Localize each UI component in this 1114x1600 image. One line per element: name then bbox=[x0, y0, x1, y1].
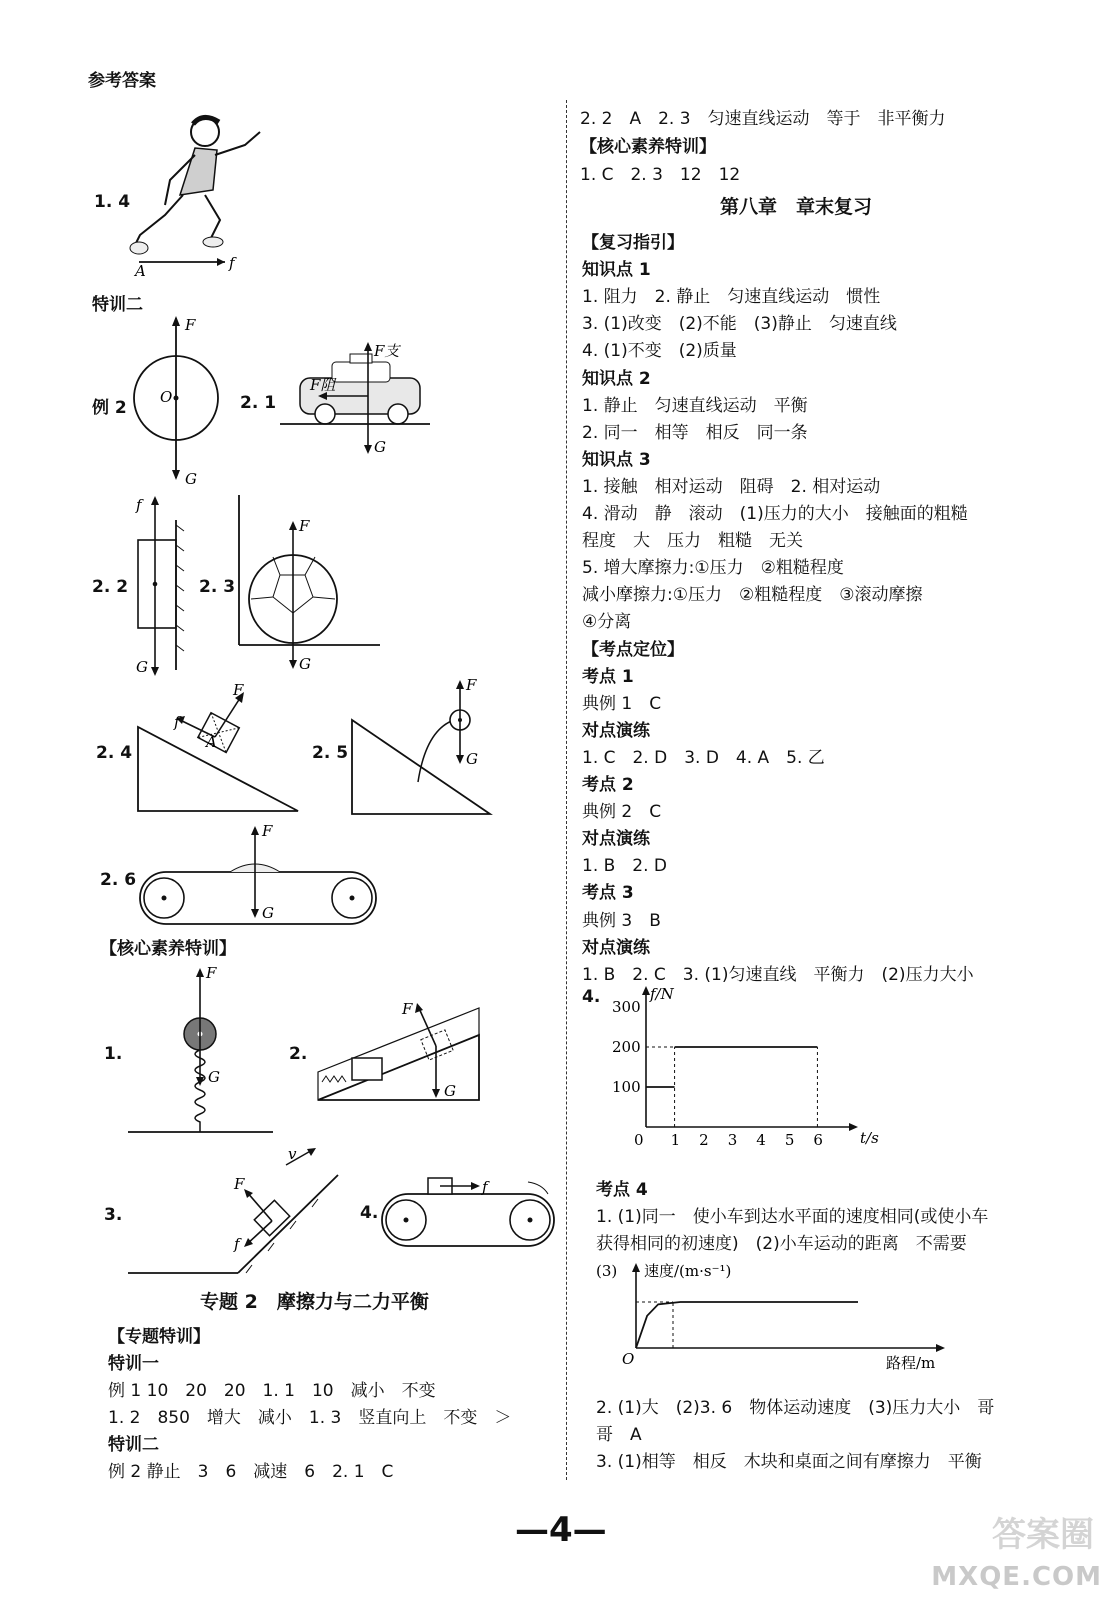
chart-friction-time bbox=[598, 985, 879, 1164]
sd-series-0 bbox=[636, 1302, 858, 1348]
section-title: 专题 2 摩擦力与二力平衡 bbox=[200, 1291, 429, 1313]
center-O: O bbox=[160, 388, 173, 406]
resist-force: F阻 bbox=[310, 376, 336, 394]
chart-speed-distance bbox=[596, 1262, 976, 1386]
text-line: 特训一 bbox=[108, 1354, 159, 1374]
force-F-c3: F bbox=[234, 1175, 245, 1193]
friction-f-24: f bbox=[174, 713, 180, 731]
force-G-25: G bbox=[466, 750, 478, 768]
page-header: 参考答案 bbox=[88, 71, 156, 91]
sd-x-arrow bbox=[936, 1344, 945, 1352]
force-F-25: F bbox=[466, 676, 477, 694]
text-line: 1. B 2. D bbox=[582, 856, 667, 877]
figure-incline-block bbox=[130, 681, 300, 824]
text-line: 考点 1 bbox=[582, 666, 634, 687]
label-core-training: 【核心素养特训】 bbox=[100, 939, 236, 959]
text-line: 对点演练 bbox=[582, 720, 650, 741]
figure-taxi bbox=[280, 340, 440, 464]
x-axis-arrow bbox=[849, 1123, 858, 1131]
figure-conveyor-box bbox=[378, 1170, 558, 1264]
taxi-G: G bbox=[374, 438, 386, 456]
label-2-3: 2. 3 bbox=[199, 577, 236, 597]
force-F-c2: F bbox=[402, 1000, 413, 1018]
text-line: 2. (1)大 (2)3. 6 物体运动速度 (3)压力大小 哥 bbox=[596, 1398, 995, 1418]
y-tick-label: 200 bbox=[612, 1038, 641, 1056]
text-line: 考点 2 bbox=[582, 775, 634, 795]
text-line: 4. 滑动 静 滚动 (1)压力的大小 接触面的粗糙 bbox=[582, 504, 968, 524]
text-line: 1. B 2. C 3. (1)匀速直线 平衡力 (2)压力大小 bbox=[582, 964, 974, 985]
text-line: 1. 静止 匀速直线运动 平衡 bbox=[582, 395, 808, 416]
text-line: 获得相同的初速度) (2)小车运动的距离 不需要 bbox=[596, 1234, 967, 1254]
text-line: 1. 2 850 增大 减小 1. 3 竖直向上 不变 ＞ bbox=[108, 1408, 512, 1428]
text-line: 【复习指引】 bbox=[582, 233, 684, 253]
page-number: —4— bbox=[515, 1510, 607, 1550]
label-2-1: 2. 1 bbox=[240, 393, 277, 413]
friction-f-c4: f bbox=[482, 1178, 488, 1196]
text-line: 1. (1)同一 使小车到达水平面的速度相同(或使小车 bbox=[596, 1207, 989, 1227]
text-line: 例 2 静止 3 6 减速 6 2. 1 C bbox=[108, 1462, 394, 1482]
figure-slope-block bbox=[128, 1145, 348, 1284]
figure-incline-spring bbox=[314, 990, 484, 1114]
watermark-logo: 答案圈 bbox=[992, 1515, 1094, 1555]
text-line: 考点 4 bbox=[596, 1180, 648, 1200]
text-line: 4. bbox=[582, 986, 601, 1007]
force-F-c1: F bbox=[206, 964, 217, 982]
x-axis-label: t/s bbox=[860, 1129, 879, 1147]
text-line: 1. C 2. D 3. D 4. A 5. 乙 bbox=[582, 747, 825, 768]
y-axis-label: f/N bbox=[650, 985, 674, 1003]
text-line: 考点 3 bbox=[582, 883, 634, 904]
text-line: 典例 2 C bbox=[582, 802, 662, 823]
text-line: 哥 A bbox=[596, 1425, 642, 1445]
x-tick-label: 1 bbox=[670, 1131, 681, 1149]
label-2-6: 2. 6 bbox=[100, 870, 137, 890]
sd-x-label: 路程/m bbox=[886, 1354, 936, 1372]
label-core-2: 2. bbox=[289, 1044, 308, 1064]
force-G: G bbox=[185, 470, 197, 488]
figure-conveyor bbox=[140, 820, 380, 934]
label-example-2: 例 2 bbox=[92, 398, 127, 418]
sd-y-arrow bbox=[632, 1263, 640, 1272]
x-tick-label: 5 bbox=[784, 1131, 795, 1149]
text-line: 1. 阻力 2. 静止 匀速直线运动 惯性 bbox=[582, 287, 881, 308]
text-line: ④分离 bbox=[582, 612, 632, 633]
text-line: 2. 同一 相等 相反 同一条 bbox=[582, 422, 808, 443]
y-tick-label: 300 bbox=[612, 998, 641, 1016]
force-G-23: G bbox=[299, 655, 311, 673]
label-core-4: 4. bbox=[360, 1203, 379, 1223]
watermark-site: MXQE.COM bbox=[931, 1562, 1102, 1592]
text-line: 3. (1)改变 (2)不能 (3)静止 匀速直线 bbox=[582, 314, 897, 335]
text-line: 例 1 10 20 20 1. 1 10 减小 不变 bbox=[108, 1381, 436, 1401]
friction-f-22: f bbox=[136, 496, 142, 514]
text-line: 5. 增大摩擦力:①压力 ②粗糙程度 bbox=[582, 558, 844, 579]
x-tick-label: 0 bbox=[634, 1131, 644, 1149]
text-line: 【考点定位】 bbox=[582, 639, 684, 660]
force-F: F bbox=[185, 316, 196, 334]
label-2-5: 2. 5 bbox=[312, 743, 349, 763]
label-1-4: 1. 4 bbox=[94, 192, 131, 212]
chapter-title: 第八章 章末复习 bbox=[720, 196, 873, 218]
text-line: 【核心素养特训】 bbox=[580, 137, 716, 157]
point-A: A bbox=[135, 262, 146, 280]
label-tx2: 特训二 bbox=[92, 295, 143, 315]
figure-runner bbox=[125, 110, 275, 284]
text-line: 4. (1)不变 (2)质量 bbox=[582, 341, 737, 362]
y-axis-arrow bbox=[642, 986, 650, 995]
x-tick-label: 3 bbox=[727, 1131, 738, 1149]
force-G-c2: G bbox=[444, 1082, 456, 1100]
text-line: 减小摩擦力:①压力 ②粗糙程度 ③滚动摩擦 bbox=[582, 585, 923, 606]
x-tick-label: 4 bbox=[756, 1131, 766, 1149]
text-line: 1. C 2. 3 12 12 bbox=[580, 165, 741, 185]
part-3-label: (3) bbox=[596, 1262, 618, 1280]
force-F-23: F bbox=[299, 517, 310, 535]
friction-f: f bbox=[229, 254, 235, 272]
text-line: 对点演练 bbox=[582, 829, 650, 850]
text-line: 典例 3 B bbox=[582, 910, 661, 931]
y-tick-label: 100 bbox=[612, 1078, 641, 1096]
figure-soccer-ball bbox=[235, 495, 385, 679]
figure-circle-forces bbox=[130, 312, 230, 496]
text-line: 对点演练 bbox=[582, 937, 650, 958]
force-F-26: F bbox=[262, 822, 273, 840]
point-A-24: A bbox=[206, 733, 217, 751]
sd-origin: O bbox=[622, 1350, 635, 1368]
text-line: 程度 大 压力 粗糙 无关 bbox=[582, 531, 803, 552]
label-core-3: 3. bbox=[104, 1205, 123, 1225]
sd-y-label: 速度/(m·s⁻¹) bbox=[644, 1262, 732, 1280]
label-2-4: 2. 4 bbox=[96, 743, 133, 763]
text-line: 2. 2 A 2. 3 匀速直线运动 等于 非平衡力 bbox=[580, 109, 946, 129]
velocity-v: v bbox=[288, 1145, 297, 1163]
figure-spring-ball bbox=[128, 962, 278, 1146]
text-line: 知识点 3 bbox=[582, 449, 651, 470]
figure-ball-trajectory bbox=[348, 672, 498, 826]
gravity-G-22: G bbox=[136, 658, 148, 676]
text-line: 知识点 2 bbox=[582, 368, 651, 389]
label-core-1: 1. bbox=[104, 1044, 123, 1064]
text-line: 3. (1)相等 相反 木块和桌面之间有摩擦力 平衡 bbox=[596, 1452, 982, 1472]
support-force: F支 bbox=[374, 342, 400, 360]
label-2-2: 2. 2 bbox=[92, 577, 129, 597]
friction-f-c3: f bbox=[234, 1235, 240, 1253]
x-tick-label: 6 bbox=[813, 1131, 823, 1149]
text-line: 知识点 1 bbox=[582, 260, 651, 281]
text-line: 1. 接触 相对运动 阻碍 2. 相对运动 bbox=[582, 476, 881, 497]
force-F-24: F bbox=[233, 681, 244, 699]
figure-block-wall bbox=[130, 490, 190, 684]
column-divider bbox=[566, 100, 567, 1480]
text-line: 典例 1 C bbox=[582, 693, 662, 714]
text-line: 【专题特训】 bbox=[108, 1327, 210, 1347]
x-tick-label: 2 bbox=[699, 1131, 709, 1149]
force-G-26: G bbox=[262, 904, 274, 922]
text-line: 特训二 bbox=[108, 1435, 159, 1455]
force-G-c1: G bbox=[208, 1068, 220, 1086]
